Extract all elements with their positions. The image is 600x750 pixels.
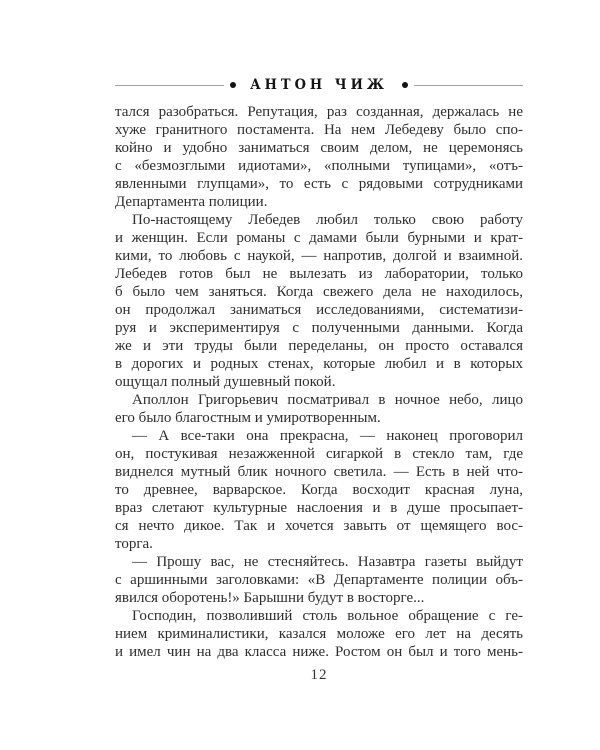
page-number: 12 bbox=[310, 667, 328, 683]
paragraph bbox=[115, 427, 523, 553]
text-line: же и эти труды были переделаны, он просто оставался bbox=[115, 338, 523, 354]
text-line: тался разобраться. Репутация, раз созданная, держалась не bbox=[115, 104, 523, 120]
header-bullet-right-icon bbox=[402, 82, 408, 88]
text-line: то древнее, варварское. Когда восходит красная луна, bbox=[115, 482, 523, 498]
text-line: и имел чин на два класса ниже. Ростом он был и того мень- bbox=[115, 644, 523, 660]
text-line: с аршинными заголовками: «В Департаменте полиции объ- bbox=[115, 572, 523, 588]
text-line: явленными глупцами», то есть с рядовыми сотрудниками bbox=[115, 176, 523, 192]
text-line: виднелся мутный блик ночного светила. — Есть в ней что- bbox=[115, 464, 523, 480]
author-name: АНТОН ЧИЖ bbox=[250, 77, 388, 93]
text-line: враз слетают культурные наслоения и в душе просыпает- bbox=[115, 500, 523, 516]
header-rule-left bbox=[115, 85, 224, 86]
page-text bbox=[115, 103, 523, 661]
text-line: кими, то любовь с наукой, — напротив, долгой и взаимной. bbox=[115, 248, 523, 264]
paragraph bbox=[115, 211, 523, 391]
paragraph bbox=[115, 103, 523, 211]
text-line: в дорогих и родных стенах, которые любил и в которых bbox=[115, 356, 523, 372]
text-line: Аполлон Григорьевич посматривал в ночное небо, лицо bbox=[132, 392, 523, 408]
text-line: хуже гранитного постамента. На нем Лебедеву было спо- bbox=[115, 122, 523, 138]
text-line: Лебедев готов был не вылезать из лаборатории, только bbox=[115, 266, 523, 282]
text-line: ся нечто дикое. Так и хочется завыть от щемящего вос- bbox=[115, 518, 523, 534]
header-rule-right bbox=[414, 85, 523, 86]
paragraph bbox=[115, 391, 523, 427]
text-line: — Прошу вас, не стесняйтесь. Назавтра газеты выйдут bbox=[132, 554, 523, 570]
header-bullet-left-icon bbox=[230, 82, 236, 88]
paragraph bbox=[115, 607, 523, 661]
text-line: явился оборотень!» Барышни будут в восторге... bbox=[115, 590, 425, 606]
text-line: По-настоящему Лебедев любил только свою работу bbox=[132, 212, 523, 228]
text-line: торга. bbox=[115, 536, 153, 552]
text-line: койно и удобно заниматься своим делом, не церемонясь bbox=[115, 140, 523, 156]
running-header bbox=[115, 78, 523, 92]
text-line: б было чем заняться. Когда свежего дела не находилось, bbox=[115, 284, 523, 300]
text-line: Департамента полиции. bbox=[115, 194, 268, 210]
text-line: ощущал полный душевный покой. bbox=[115, 374, 336, 390]
text-line: он продолжал заниматься исследованиями, систематизи- bbox=[115, 302, 523, 318]
text-line: — А все-таки она прекрасна, — наконец проговорил bbox=[132, 428, 523, 444]
text-line: с «безмозглыми идиотами», «полными тупицами», «отъ- bbox=[115, 158, 523, 174]
text-line: и женщин. Если романы с дамами были бурными и крат- bbox=[115, 230, 523, 246]
text-line: Господин, позволивший столь вольное обращение с ге- bbox=[132, 608, 523, 624]
text-line: его было благостным и умиротворенным. bbox=[115, 410, 381, 426]
text-line: он, постукивая незажженной сигаркой в стекло там, где bbox=[115, 446, 523, 462]
text-line: руя и экспериментируя с полученными данными. Когда bbox=[115, 320, 523, 336]
text-line: нием криминалистики, казался моложе его лет на десять bbox=[115, 626, 523, 642]
paragraph bbox=[115, 553, 523, 607]
